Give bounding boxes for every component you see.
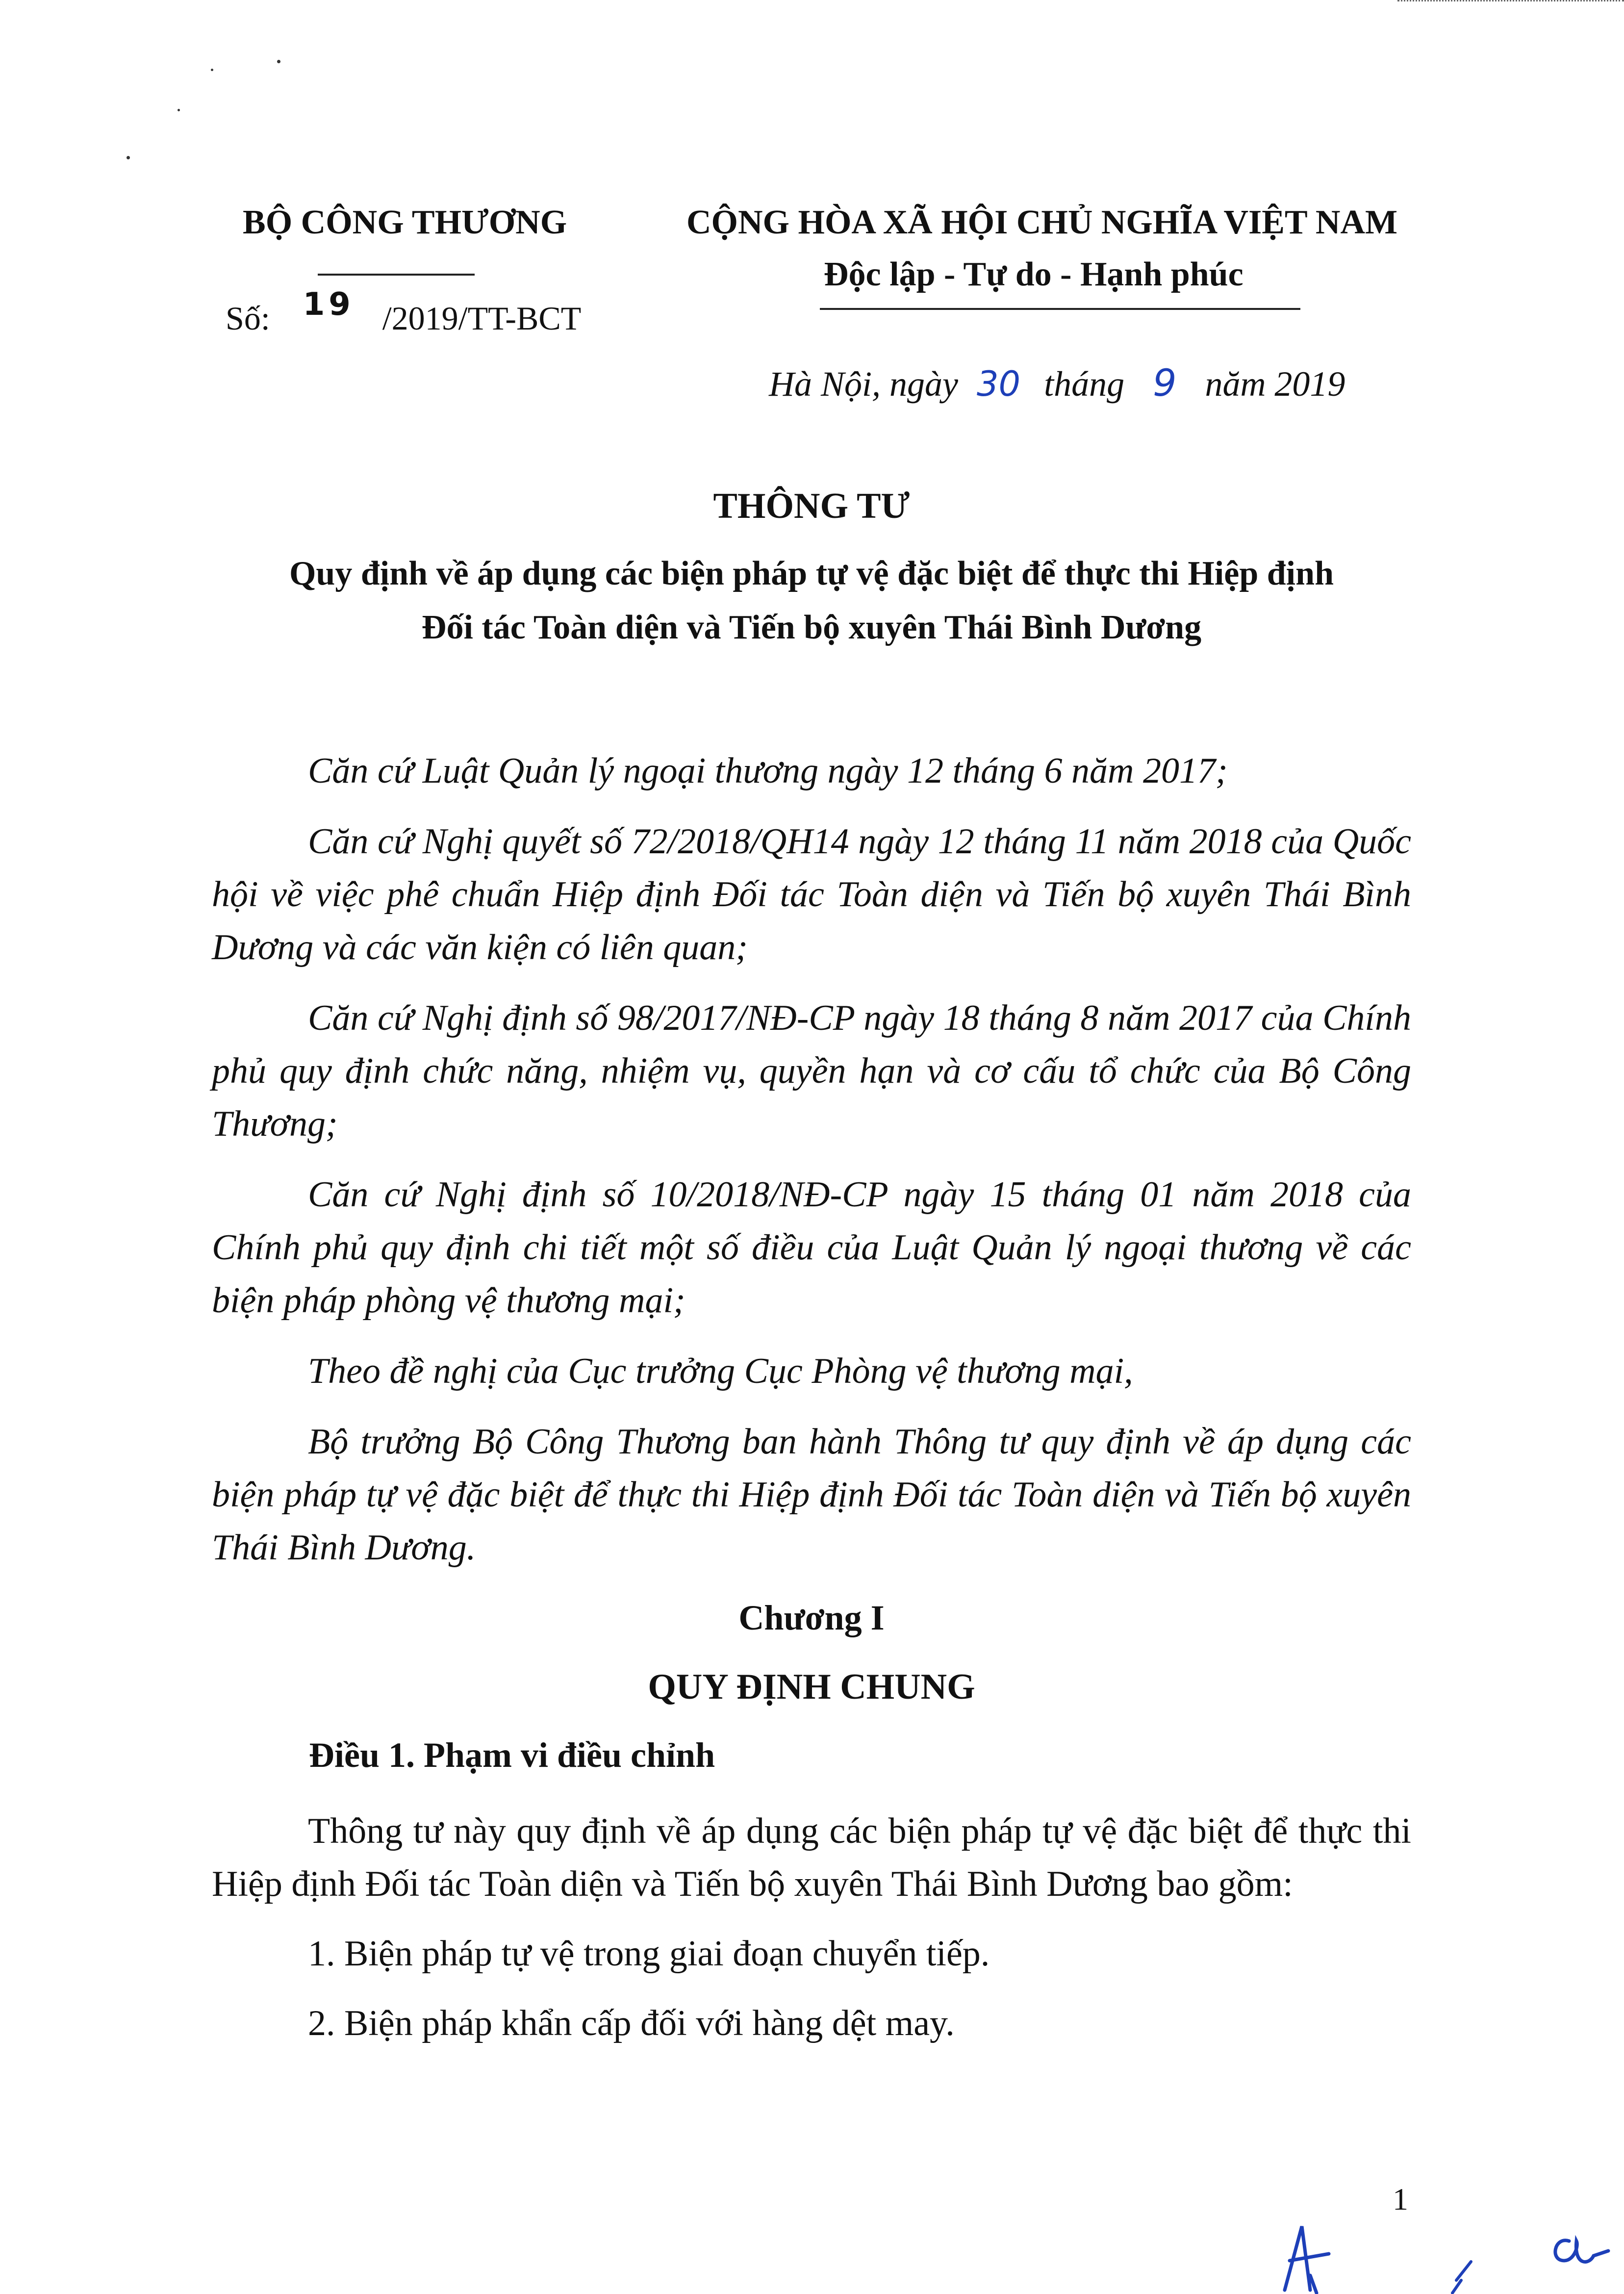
ministry-name: BỘ CÔNG THƯƠNG [243, 204, 567, 241]
document-title-line-2: Đối tác Toàn diện và Tiến bộ xuyên Thái Bình Dương [421, 609, 1202, 646]
preamble-paragraph-3: Căn cứ Nghị định số 98/2017/NĐ-CP ngày 18 tháng 8 năm 2017 của Chính phủ quy định chức năng, nhiệm vụ, quyền hạn và cơ cấu tổ chức của Bộ Công Thương; [212, 998, 1411, 1144]
date-day-handwritten: 30 [976, 364, 1021, 404]
preamble-paragraph-6: Bộ trưởng Bộ Công Thương ban hành Thông tư quy định về áp dụng các biện pháp tự vệ đặc biệt để thực thi Hiệp định Đối tác Toàn diện và Tiến bộ xuyên Thái Bình Dương. [212, 1422, 1411, 1568]
national-motto: Độc lập - Tự do - Hạnh phúc [824, 255, 1243, 293]
motto-underline [820, 308, 1300, 310]
initials-stroke-3 [1555, 2241, 1608, 2262]
initials-stroke-1 [1285, 2226, 1329, 2293]
chapter-title: QUY ĐỊNH CHUNG [648, 1667, 975, 1707]
scan-speck [211, 69, 213, 71]
doc-number-suffix: /2019/TT-BCT [382, 300, 582, 337]
ministry-underline [318, 274, 475, 276]
country-name: CỘNG HÒA XÃ HỘI CHỦ NGHĨA VIỆT NAM [686, 204, 1398, 241]
issue-date [769, 361, 1345, 405]
chapter-number: Chương I [738, 1598, 885, 1637]
document-type: THÔNG TƯ [713, 486, 910, 526]
article-1-item-2: 2. Biện pháp khẩn cấp đối với hàng dệt may. [308, 2003, 955, 2043]
scan-edge-mark [1397, 0, 1624, 3]
page-number: 1 [1393, 2182, 1408, 2217]
initials-stroke-2 [1452, 2262, 1471, 2293]
preamble-paragraph-1: Căn cứ Luật Quản lý ngoại thương ngày 12 tháng 6 năm 2017; [308, 751, 1228, 791]
scan-speck [127, 156, 130, 159]
article-1-heading: Điều 1. Phạm vi điều chỉnh [309, 1735, 715, 1775]
date-month-label: tháng [1044, 364, 1125, 404]
date-place: Hà Nội, ngày [769, 364, 958, 404]
date-year: năm 2019 [1205, 364, 1345, 404]
preamble-paragraph-2: Căn cứ Nghị quyết số 72/2018/QH14 ngày 12 tháng 11 năm 2018 của Quốc hội về việc phê chuẩn Hiệp định Đối tác Toàn diện và Tiến bộ xuyên Thái Bình Dương và các văn kiện có liên quan; [212, 821, 1411, 968]
document-title-line-1: Quy định về áp dụng các biện pháp tự vệ đặc biệt để thực thi Hiệp định [289, 555, 1334, 592]
preamble-paragraph-4: Căn cứ Nghị định số 10/2018/NĐ-CP ngày 15 tháng 01 năm 2018 của Chính phủ quy định chi tiết một số điều của Luật Quản lý ngoại thương về các biện pháp phòng vệ thương mại; [212, 1174, 1411, 1321]
initials-signature-mark [1255, 2207, 1624, 2294]
doc-number-value: 19 [303, 286, 355, 323]
document-number [226, 286, 582, 338]
scan-speck [277, 60, 280, 63]
article-1-intro: Thông tư này quy định về áp dụng các biện pháp tự vệ đặc biệt để thực thi Hiệp định Đối tác Toàn diện và Tiến bộ xuyên Thái Bình Dương bao gồm: [212, 1811, 1411, 1904]
date-month-handwritten: 9 [1153, 361, 1177, 405]
article-1-item-1: 1. Biện pháp tự vệ trong giai đoạn chuyển tiếp. [308, 1934, 990, 1974]
preamble-paragraph-5: Theo đề nghị của Cục trưởng Cục Phòng vệ thương mại, [308, 1351, 1133, 1391]
scan-speck [178, 109, 180, 111]
doc-number-label: Số: [226, 300, 270, 337]
